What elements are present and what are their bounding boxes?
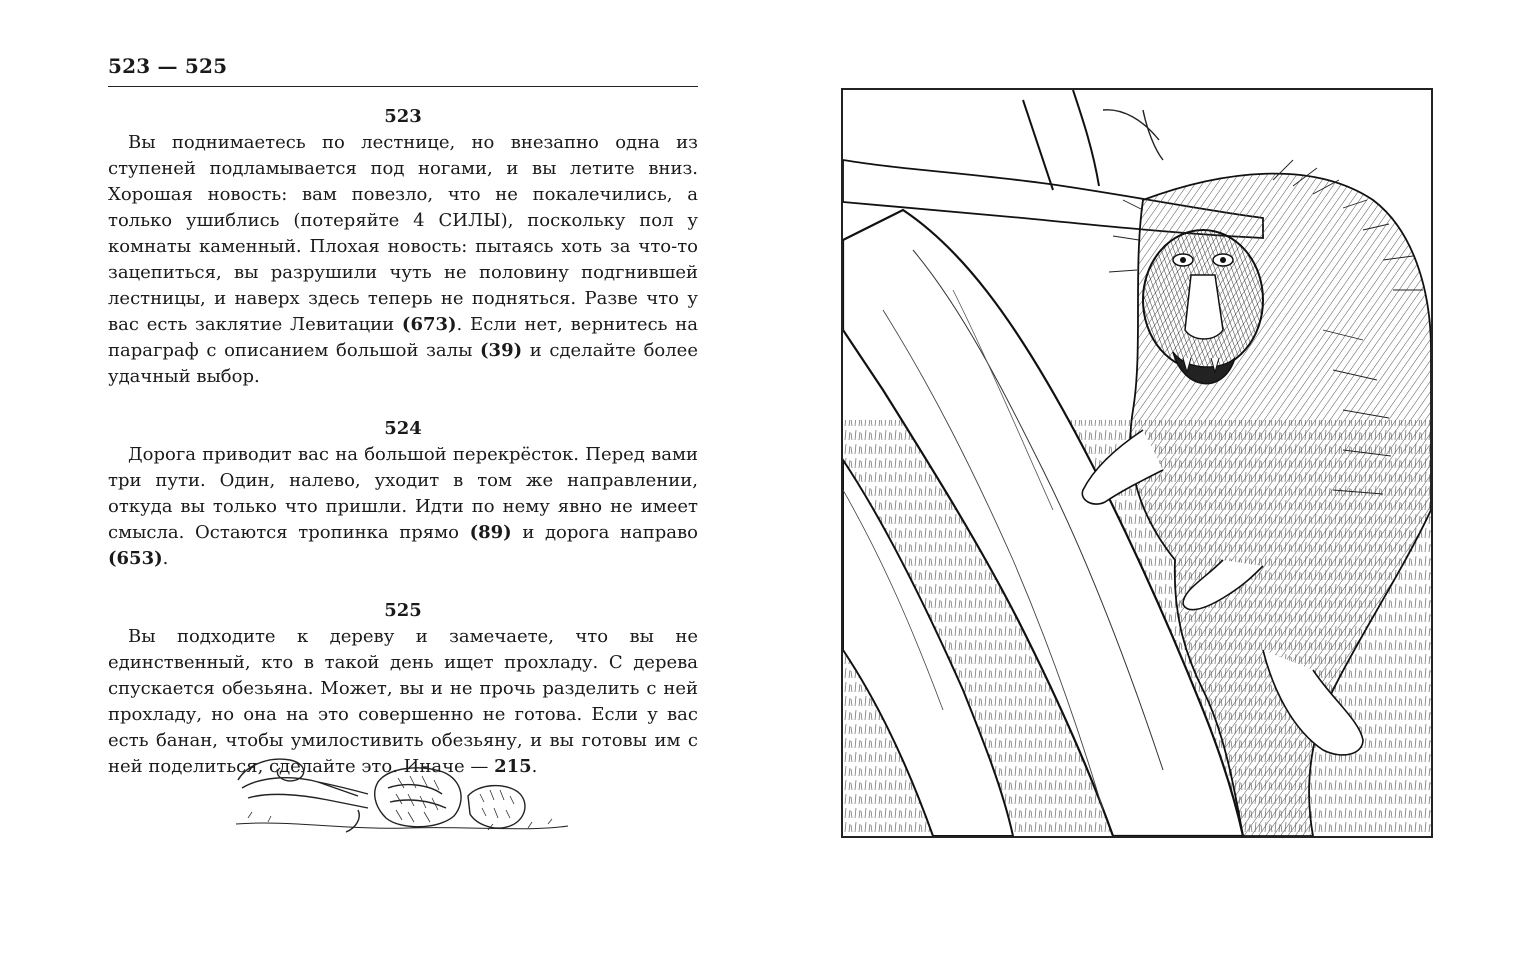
paragraph-ref: (653) [108, 548, 163, 569]
paragraph-ref: (673) [401, 314, 457, 335]
vignette-illustration [228, 738, 578, 838]
text-run: Вы поднимаетесь по лестнице, но внезапно одна из ступеней подламывается под ногами, и вы летите вниз. Хорошая новость: вам повезло, что не покалечились, а только ушиблись (потеряйте 4 СИЛЫ), поскольку пол у комнаты каменный. Плохая новость: пытаясь хоть за что-то зацепиться, вы разрушили чуть не половину подгнившей лестницы, и наверх здесь теперь не подняться. Разве что у вас есть заклятие Левитации [108, 132, 698, 335]
section-text [108, 130, 698, 390]
text-column [108, 104, 698, 806]
section-number: 524 [384, 418, 422, 439]
section-523 [108, 104, 698, 390]
right-page [768, 0, 1536, 975]
text-run: . [162, 548, 169, 569]
text-run: . Если нет, вернитесь на параграф с описанием большой залы [108, 314, 698, 361]
running-head: 523 — 525 [108, 54, 228, 78]
text-run: и сделайте более удачный выбор. [108, 340, 698, 387]
illustration-baboon-in-tree [841, 88, 1433, 838]
text-run: Вы подходите к дереву и замечаете, что вы не единственный, кто в такой день ищет прохладу. С дерева спускается обезьяна. Может, вы и не прочь разделить с ней прохладу, но она на это совершенно не готова. Если у вас есть банан, чтобы умилостивить обезьяну, и вы готовы им с ней поделиться, сделайте это. Иначе — [108, 626, 698, 777]
text-run: Дорога приводит вас на большой перекрёсток. Перед вами три пути. Один, налево, уходит в том же направлении, откуда вы только что пришли. Идти по нему явно не имеет смысла. Остаются тропинка прямо [108, 444, 698, 543]
section-524 [108, 416, 698, 572]
text-run: . [531, 756, 538, 777]
paragraph-ref: (39) [480, 340, 523, 361]
section-number: 525 [384, 600, 422, 621]
text-run: и дорога направо [511, 522, 699, 543]
header-rule [108, 86, 698, 87]
section-number: 523 [384, 106, 422, 127]
paragraph-ref: (89) [469, 522, 512, 543]
section-text [108, 442, 698, 572]
paragraph-ref: 215 [494, 756, 532, 777]
